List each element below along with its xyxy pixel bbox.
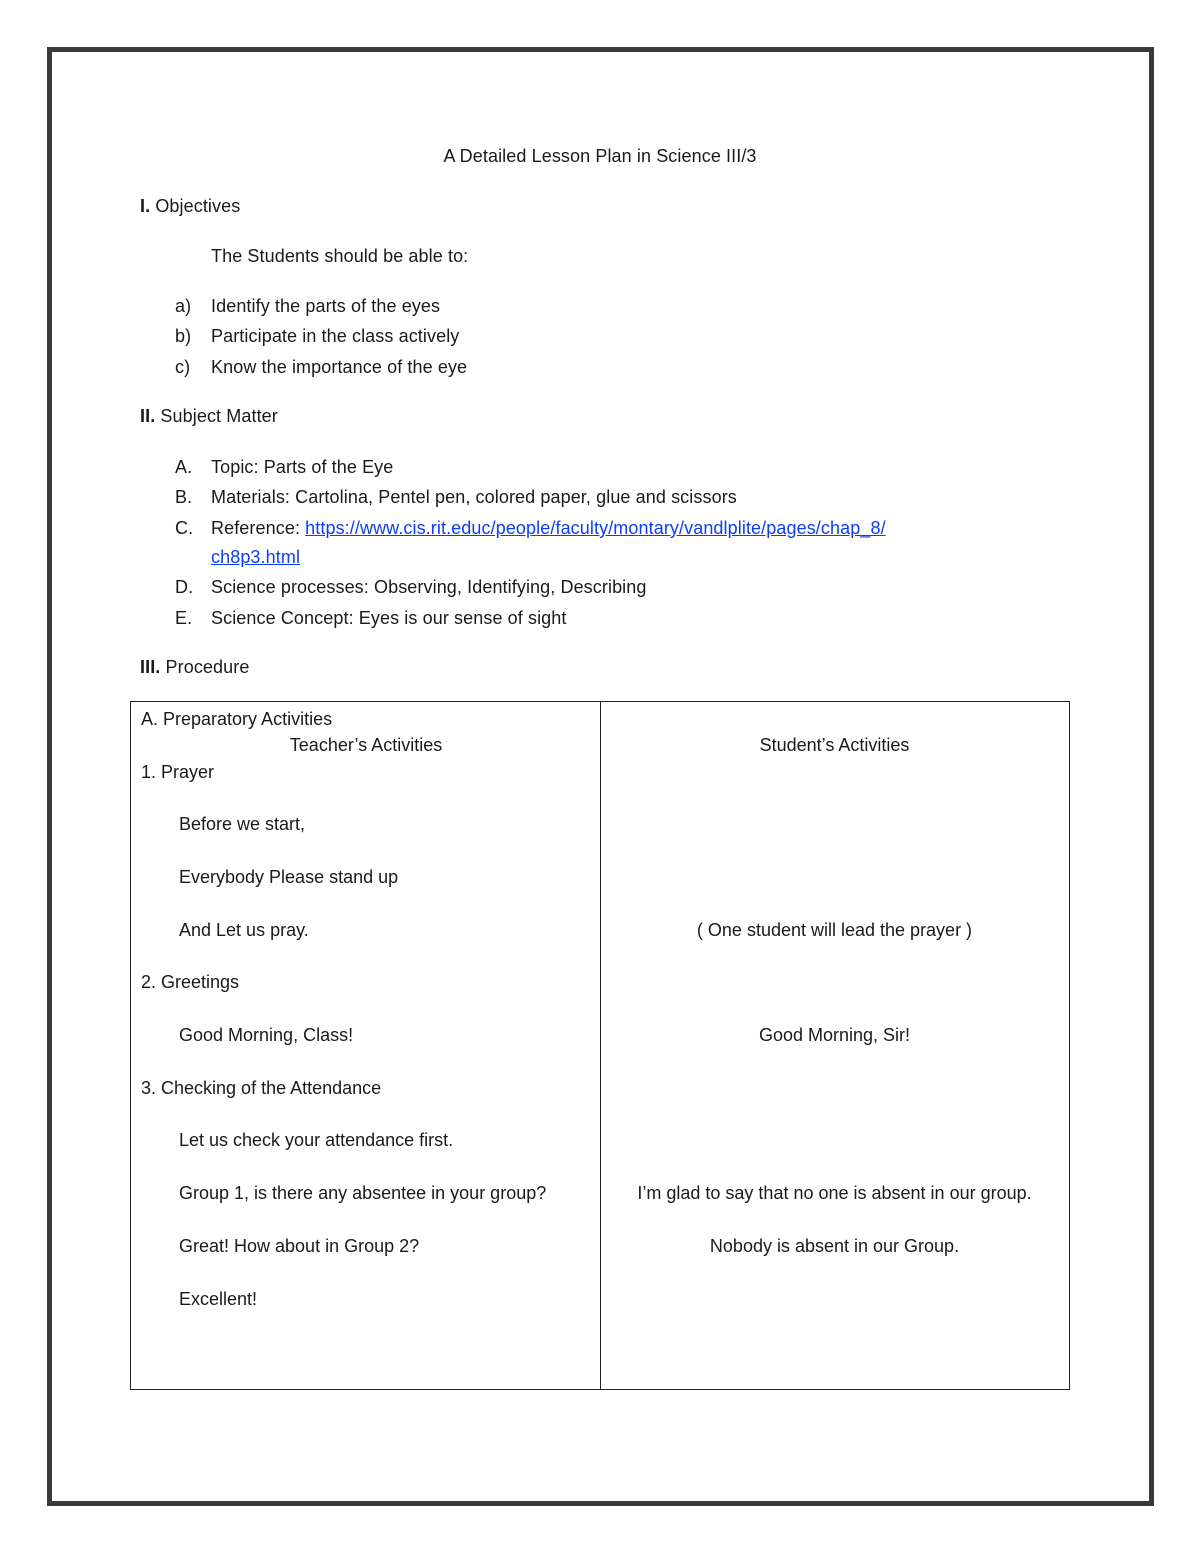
student-column — [600, 702, 1070, 1390]
objectives-title: Objectives — [155, 196, 241, 216]
list-marker: a) — [175, 296, 192, 316]
reference-link-continued[interactable]: ch8p3.html — [211, 547, 301, 567]
subject-matter-heading — [140, 405, 278, 427]
teacher-line: And Let us pray. — [179, 920, 309, 940]
list-marker: C. — [175, 518, 194, 538]
student-line: I’m glad to say that no one is absent in our group. — [637, 1183, 1032, 1203]
subject-matter-number: II. — [140, 406, 156, 426]
teacher-column — [131, 702, 601, 1390]
teacher-line: Excellent! — [179, 1289, 258, 1309]
subject-item-materials: Materials: Cartolina, Pentel pen, colored paper, glue and scissors — [211, 487, 737, 507]
procedure-table — [130, 701, 1070, 1390]
document-title: A Detailed Lesson Plan in Science III/3 — [443, 146, 757, 166]
list-marker: B. — [175, 487, 193, 507]
subject-item-processes: Science processes: Observing, Identifying, Describing — [211, 577, 647, 597]
prayer-heading: 1. Prayer — [141, 762, 215, 782]
procedure-title: Procedure — [165, 657, 250, 677]
student-line: Nobody is absent in our Group. — [709, 1236, 960, 1256]
teacher-line: Let us check your attendance first. — [179, 1130, 454, 1150]
list-marker: c) — [175, 357, 191, 377]
subject-item-concept: Science Concept: Eyes is our sense of sight — [211, 608, 567, 628]
procedure-number: III. — [140, 657, 161, 677]
greetings-heading: 2. Greetings — [141, 972, 240, 992]
teacher-column-header: Teacher’s Activities — [289, 735, 443, 755]
section-label: A. Preparatory Activities — [141, 709, 333, 729]
list-marker: b) — [175, 326, 192, 346]
list-marker: A. — [175, 457, 193, 477]
student-column-header: Student’s Activities — [759, 735, 910, 755]
subject-item-reference — [211, 517, 886, 539]
objective-item: Participate in the class actively — [211, 326, 460, 346]
list-marker: E. — [175, 608, 193, 628]
student-line: Good Morning, Sir! — [758, 1025, 911, 1045]
subject-item-topic: Topic: Parts of the Eye — [211, 457, 394, 477]
teacher-line: Everybody Please stand up — [179, 867, 399, 887]
objectives-number: I. — [140, 196, 151, 216]
objectives-heading — [140, 195, 240, 217]
teacher-line: Before we start, — [179, 814, 306, 834]
teacher-line: Group 1, is there any absentee in your group? — [179, 1183, 547, 1203]
subject-matter-title: Subject Matter — [160, 406, 278, 426]
teacher-line: Good Morning, Class! — [179, 1025, 354, 1045]
teacher-line: Great! How about in Group 2? — [179, 1236, 420, 1256]
procedure-heading — [140, 656, 249, 678]
reference-link[interactable]: https://www.cis.rit.educ/people/faculty/montary/vandlplite/pages/chap_8/ — [305, 518, 886, 538]
reference-label: Reference: — [211, 518, 306, 538]
attendance-heading: 3. Checking of the Attendance — [141, 1078, 382, 1098]
objective-item: Identify the parts of the eyes — [211, 296, 441, 316]
list-marker: D. — [175, 577, 194, 597]
objectives-intro: The Students should be able to: — [211, 246, 469, 266]
student-line: ( One student will lead the prayer ) — [696, 920, 973, 940]
objective-item: Know the importance of the eye — [211, 357, 468, 377]
